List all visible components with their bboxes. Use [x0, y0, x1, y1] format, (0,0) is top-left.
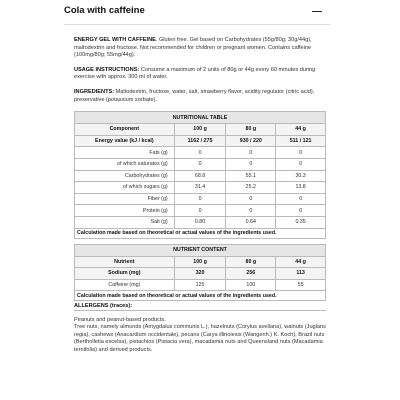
caffeine-value: 55 [276, 279, 326, 291]
ingredients-label: INGREDIENTS: [74, 88, 115, 95]
cell: 0 [226, 193, 276, 205]
table-row [75, 147, 326, 159]
row-label: Fats (g) [75, 147, 175, 159]
cell: 0 [174, 158, 226, 170]
col-header: Component [75, 124, 175, 136]
divider [74, 310, 326, 311]
energy-value: 930 / 220 [226, 135, 276, 147]
energy-label: Energy value (kJ / kcal) [75, 135, 175, 147]
table-row [75, 170, 326, 182]
cell: 0 [276, 147, 326, 159]
row-label: Carbohydrates (g) [75, 170, 175, 182]
caffeine-value: 100 [226, 279, 276, 291]
product-title: Cola with caffeine [64, 5, 145, 16]
nutrition-table [74, 111, 326, 301]
row-label: of which sugars (g) [75, 182, 175, 194]
sodium-value: 113 [276, 268, 326, 280]
cell: 0 [174, 205, 226, 217]
col-header: Nutrient [75, 256, 175, 268]
table-row [75, 158, 326, 170]
usage-label: USAGE INSTRUCTIONS: [74, 66, 140, 73]
nutrition-table-title: NUTRITIONAL TABLE [75, 112, 326, 124]
energy-value: 1162 / 275 [174, 135, 226, 147]
accordion-header[interactable] [0, 0, 400, 24]
col-header: 100 g [174, 256, 226, 268]
table-row [75, 279, 326, 291]
row-label: Protein (g) [75, 205, 175, 217]
cell: 0.64 [226, 216, 276, 228]
caffeine-label: Caffeine (mg) [75, 279, 175, 291]
ingredients-text: Maltodextrin, fructose, water, salt, strawberry flavor, acidity regulator (citric acid), preservative (potassium sorbate). [74, 88, 315, 103]
col-header: 80 g [226, 256, 276, 268]
cell: 0 [174, 147, 226, 159]
sodium-value: 256 [226, 268, 276, 280]
allergens-title: ALLERGENS (traces): [74, 303, 133, 310]
table-row [75, 216, 326, 228]
usage-paragraph [74, 67, 326, 82]
allergens-line: Tree nuts, namely almonds (Amygdalus communis L.), hazelnuts (Corylus avellana), walnuts (Juglans regia), cashews (Anacardium occidentale), pecans (Carya illinoiesis (Wangenh.) K. Koch), Brazil nuts (Bertholletia excelsa), pistachios (Pistacia vera), macadamia nuts and Queensland nuts (Macadamia ternifolia) and derived products. [74, 324, 326, 353]
caffeine-value: 125 [174, 279, 226, 291]
energy-value: 511 / 121 [276, 135, 326, 147]
col-header: 44 g [276, 256, 326, 268]
cell: 25.2 [226, 182, 276, 194]
table-note: Calculation made based on theoretical or actual values of the ingredients used. [75, 228, 326, 238]
intro-text: . Gluten free. Gel based on Carbohydrates (55g/80g; 30g/44g), maltodextrin and fructose. Not recommended for children or pregnant women. Contains caffeine (100mg/80g; 55mg/44g). [74, 37, 312, 59]
table-row [75, 193, 326, 205]
cell: 0 [276, 158, 326, 170]
cell: 0 [226, 158, 276, 170]
product-details [74, 37, 326, 354]
allergens-line: Peanuts and peanut-based products. [74, 316, 166, 323]
intro-paragraph [74, 37, 326, 60]
row-label: of which saturates (g) [75, 158, 175, 170]
intro-label: ENERGY GEL WITH CAFFEINE [74, 37, 156, 43]
table-note: Calculation made based on theoretical or actual values of the ingredients used. [75, 291, 326, 301]
cell: 0 [276, 193, 326, 205]
usage-text: Consume a maximum of 2 units of 80g or 44g every 60 minutes during exercise with approx. 300 ml of water. [74, 66, 316, 81]
cell: 0 [226, 205, 276, 217]
col-header: 44 g [276, 124, 326, 136]
sodium-value: 320 [174, 268, 226, 280]
minus-icon[interactable] [312, 11, 322, 12]
row-label: Salt (g) [75, 216, 175, 228]
nutrient-table-title: NUTRIENT CONTENT [75, 244, 326, 256]
cell: 0 [226, 147, 276, 159]
cell: 13.8 [276, 182, 326, 194]
cell: 68.8 [174, 170, 226, 182]
cell: 0 [174, 193, 226, 205]
divider [64, 24, 330, 25]
cell: 31.4 [174, 182, 226, 194]
table-row [75, 205, 326, 217]
row-label: Fiber (g) [75, 193, 175, 205]
sodium-label: Sodium (mg) [75, 268, 175, 280]
cell: 0.35 [276, 216, 326, 228]
cell: 55.1 [226, 170, 276, 182]
col-header: 80 g [226, 124, 276, 136]
ingredients-paragraph [74, 89, 326, 104]
table-row [75, 182, 326, 194]
cell: 30.3 [276, 170, 326, 182]
cell: 0 [276, 205, 326, 217]
cell: 0.80 [174, 216, 226, 228]
col-header: 100 g [174, 124, 226, 136]
